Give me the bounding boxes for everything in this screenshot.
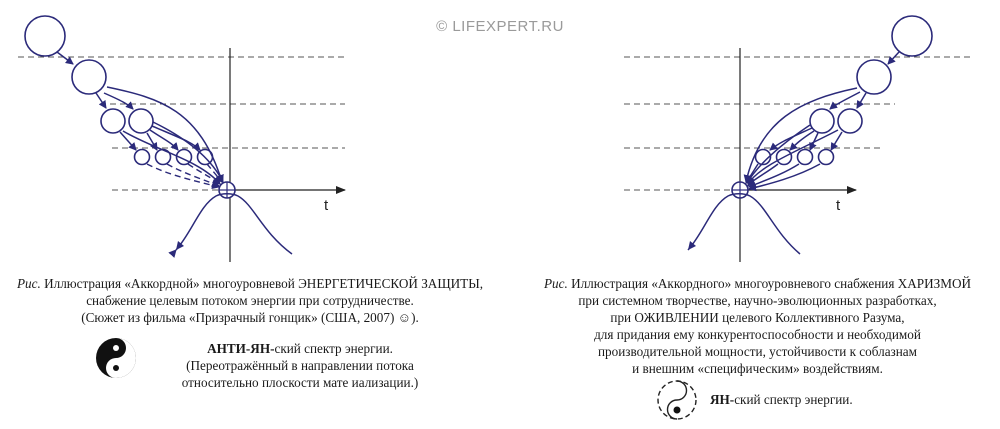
watermark: © LIFEXPERT.RU — [436, 18, 564, 35]
flow-arrow — [57, 52, 73, 64]
caption-line: (Сюжет из фильма «Призрачный гонщик» (США, 2007) ☺). — [81, 310, 419, 325]
caption-line: для придания ему конкурентоспособности и необходимой — [594, 327, 921, 342]
energy-node — [25, 16, 65, 56]
caption-line: при ОЖИВЛЕНИИ целевого Коллективного Разума, — [610, 310, 905, 325]
energy-node — [135, 150, 150, 165]
left-panel — [18, 16, 345, 262]
flow-arrow — [857, 93, 866, 108]
flow-arrow — [96, 93, 106, 108]
energy-node — [857, 60, 891, 94]
right-caption — [520, 275, 995, 377]
left-caption — [0, 275, 500, 326]
caption-line: и внешним «специфическим» воздействиям. — [632, 361, 883, 376]
energy-node — [838, 109, 862, 133]
energy-node — [892, 16, 932, 56]
caption-prefix: Рис. — [16, 276, 41, 291]
caption-line: Иллюстрация «Аккордной» многоуровневой ЭНЕРГЕТИЧЕСКОЙ ЗАЩИТЫ, — [44, 276, 484, 291]
legend-line: относительно плоскости мате иализации.) — [181, 375, 419, 390]
caption-line: снабжение целевым потоком энергии при сотрудничестве. — [86, 293, 414, 308]
anti-yang-icon — [96, 338, 136, 378]
legend-text: ский спектр энергии. — [734, 392, 853, 407]
legend-bold: АНТИ-ЯН- — [207, 341, 275, 356]
caption-line: при системном творчестве, научно-эволюционных разработках, — [578, 293, 937, 308]
energy-node — [101, 109, 125, 133]
energy-node — [819, 150, 834, 165]
bell-curve — [688, 194, 800, 254]
flow-arrow — [830, 92, 860, 109]
energy-node — [810, 109, 834, 133]
time-axis-label: t — [324, 197, 329, 214]
flow-arrow — [120, 132, 136, 150]
energy-node — [129, 109, 153, 133]
legend-bold: ЯН- — [710, 392, 735, 407]
right-panel — [624, 16, 970, 262]
energy-node — [72, 60, 106, 94]
caption-prefix: Рис. — [543, 276, 568, 291]
flow-arrow — [888, 52, 899, 64]
flow-arrow — [831, 132, 842, 150]
right-legend — [710, 391, 853, 408]
dashed-flow-arrow — [147, 164, 219, 187]
bell-curve — [176, 194, 292, 254]
time-axis-label: t — [836, 197, 841, 214]
energy-node — [798, 150, 813, 165]
legend-line: (Переотражённый в направлении потока — [186, 358, 414, 373]
caption-line: производительной мощности, устойчивости к соблазнам — [597, 344, 918, 359]
flow-arrow — [104, 93, 133, 109]
left-legend — [150, 340, 450, 391]
flow-arrow — [107, 87, 222, 182]
caption-line: Иллюстрация «Аккордного» многоуровневого снабжения ХАРИЗМОЙ — [571, 276, 972, 291]
yang-icon — [658, 381, 696, 419]
legend-text: ский спектр энергии. — [274, 341, 393, 356]
